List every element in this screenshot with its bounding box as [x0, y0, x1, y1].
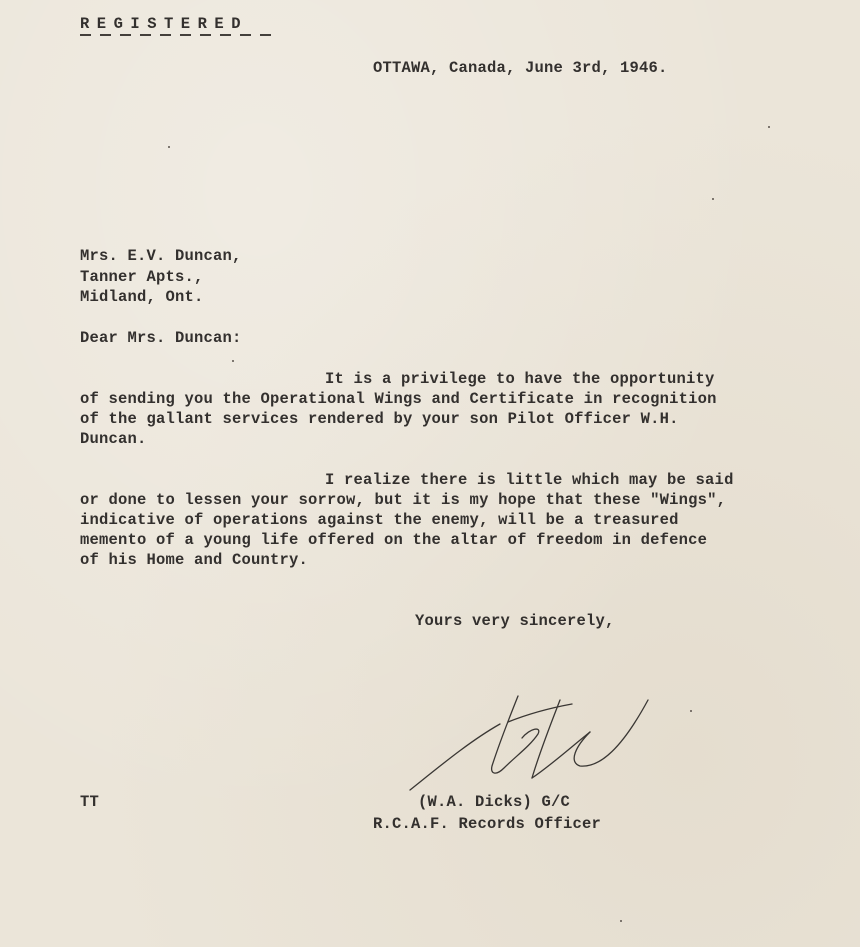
- typist-initials: TT: [80, 793, 100, 811]
- registered-heading: REGISTERED: [80, 15, 249, 33]
- paragraph1-line: of sending you the Operational Wings and Certificate in recognition: [80, 390, 717, 408]
- paragraph2-line: I realize there is little which may be said: [325, 471, 734, 489]
- recipient-street: Tanner Apts.,: [80, 268, 204, 286]
- handwritten-signature: [400, 686, 660, 796]
- paper-speck: [690, 710, 692, 712]
- paper-speck: [712, 198, 714, 200]
- paper-speck: [620, 920, 622, 922]
- paper-speck: [768, 126, 770, 128]
- paragraph2-line: or done to lessen your sorrow, but it is my hope that these "Wings",: [80, 491, 727, 509]
- paragraph1-line: Duncan.: [80, 430, 147, 448]
- paragraph2-line: memento of a young life offered on the altar of freedom in defence: [80, 531, 708, 549]
- recipient-city: Midland, Ont.: [80, 288, 204, 306]
- paper-speck: [168, 146, 170, 148]
- signer-name: (W.A. Dicks) G/C: [418, 793, 571, 811]
- recipient-name: Mrs. E.V. Duncan,: [80, 247, 242, 265]
- paragraph2-line: indicative of operations against the enemy, will be a treasured: [80, 511, 679, 529]
- signer-title: R.C.A.F. Records Officer: [373, 815, 602, 833]
- paragraph1-line: It is a privilege to have the opportunity: [325, 370, 715, 388]
- salutation: Dear Mrs. Duncan:: [80, 329, 242, 347]
- paragraph2-line: of his Home and Country.: [80, 551, 309, 569]
- paper-speck: [232, 360, 234, 362]
- registered-underline: [80, 34, 276, 36]
- complimentary-close: Yours very sincerely,: [415, 612, 615, 630]
- dateline: OTTAWA, Canada, June 3rd, 1946.: [373, 59, 668, 77]
- paragraph1-line: of the gallant services rendered by your son Pilot Officer W.H.: [80, 410, 679, 428]
